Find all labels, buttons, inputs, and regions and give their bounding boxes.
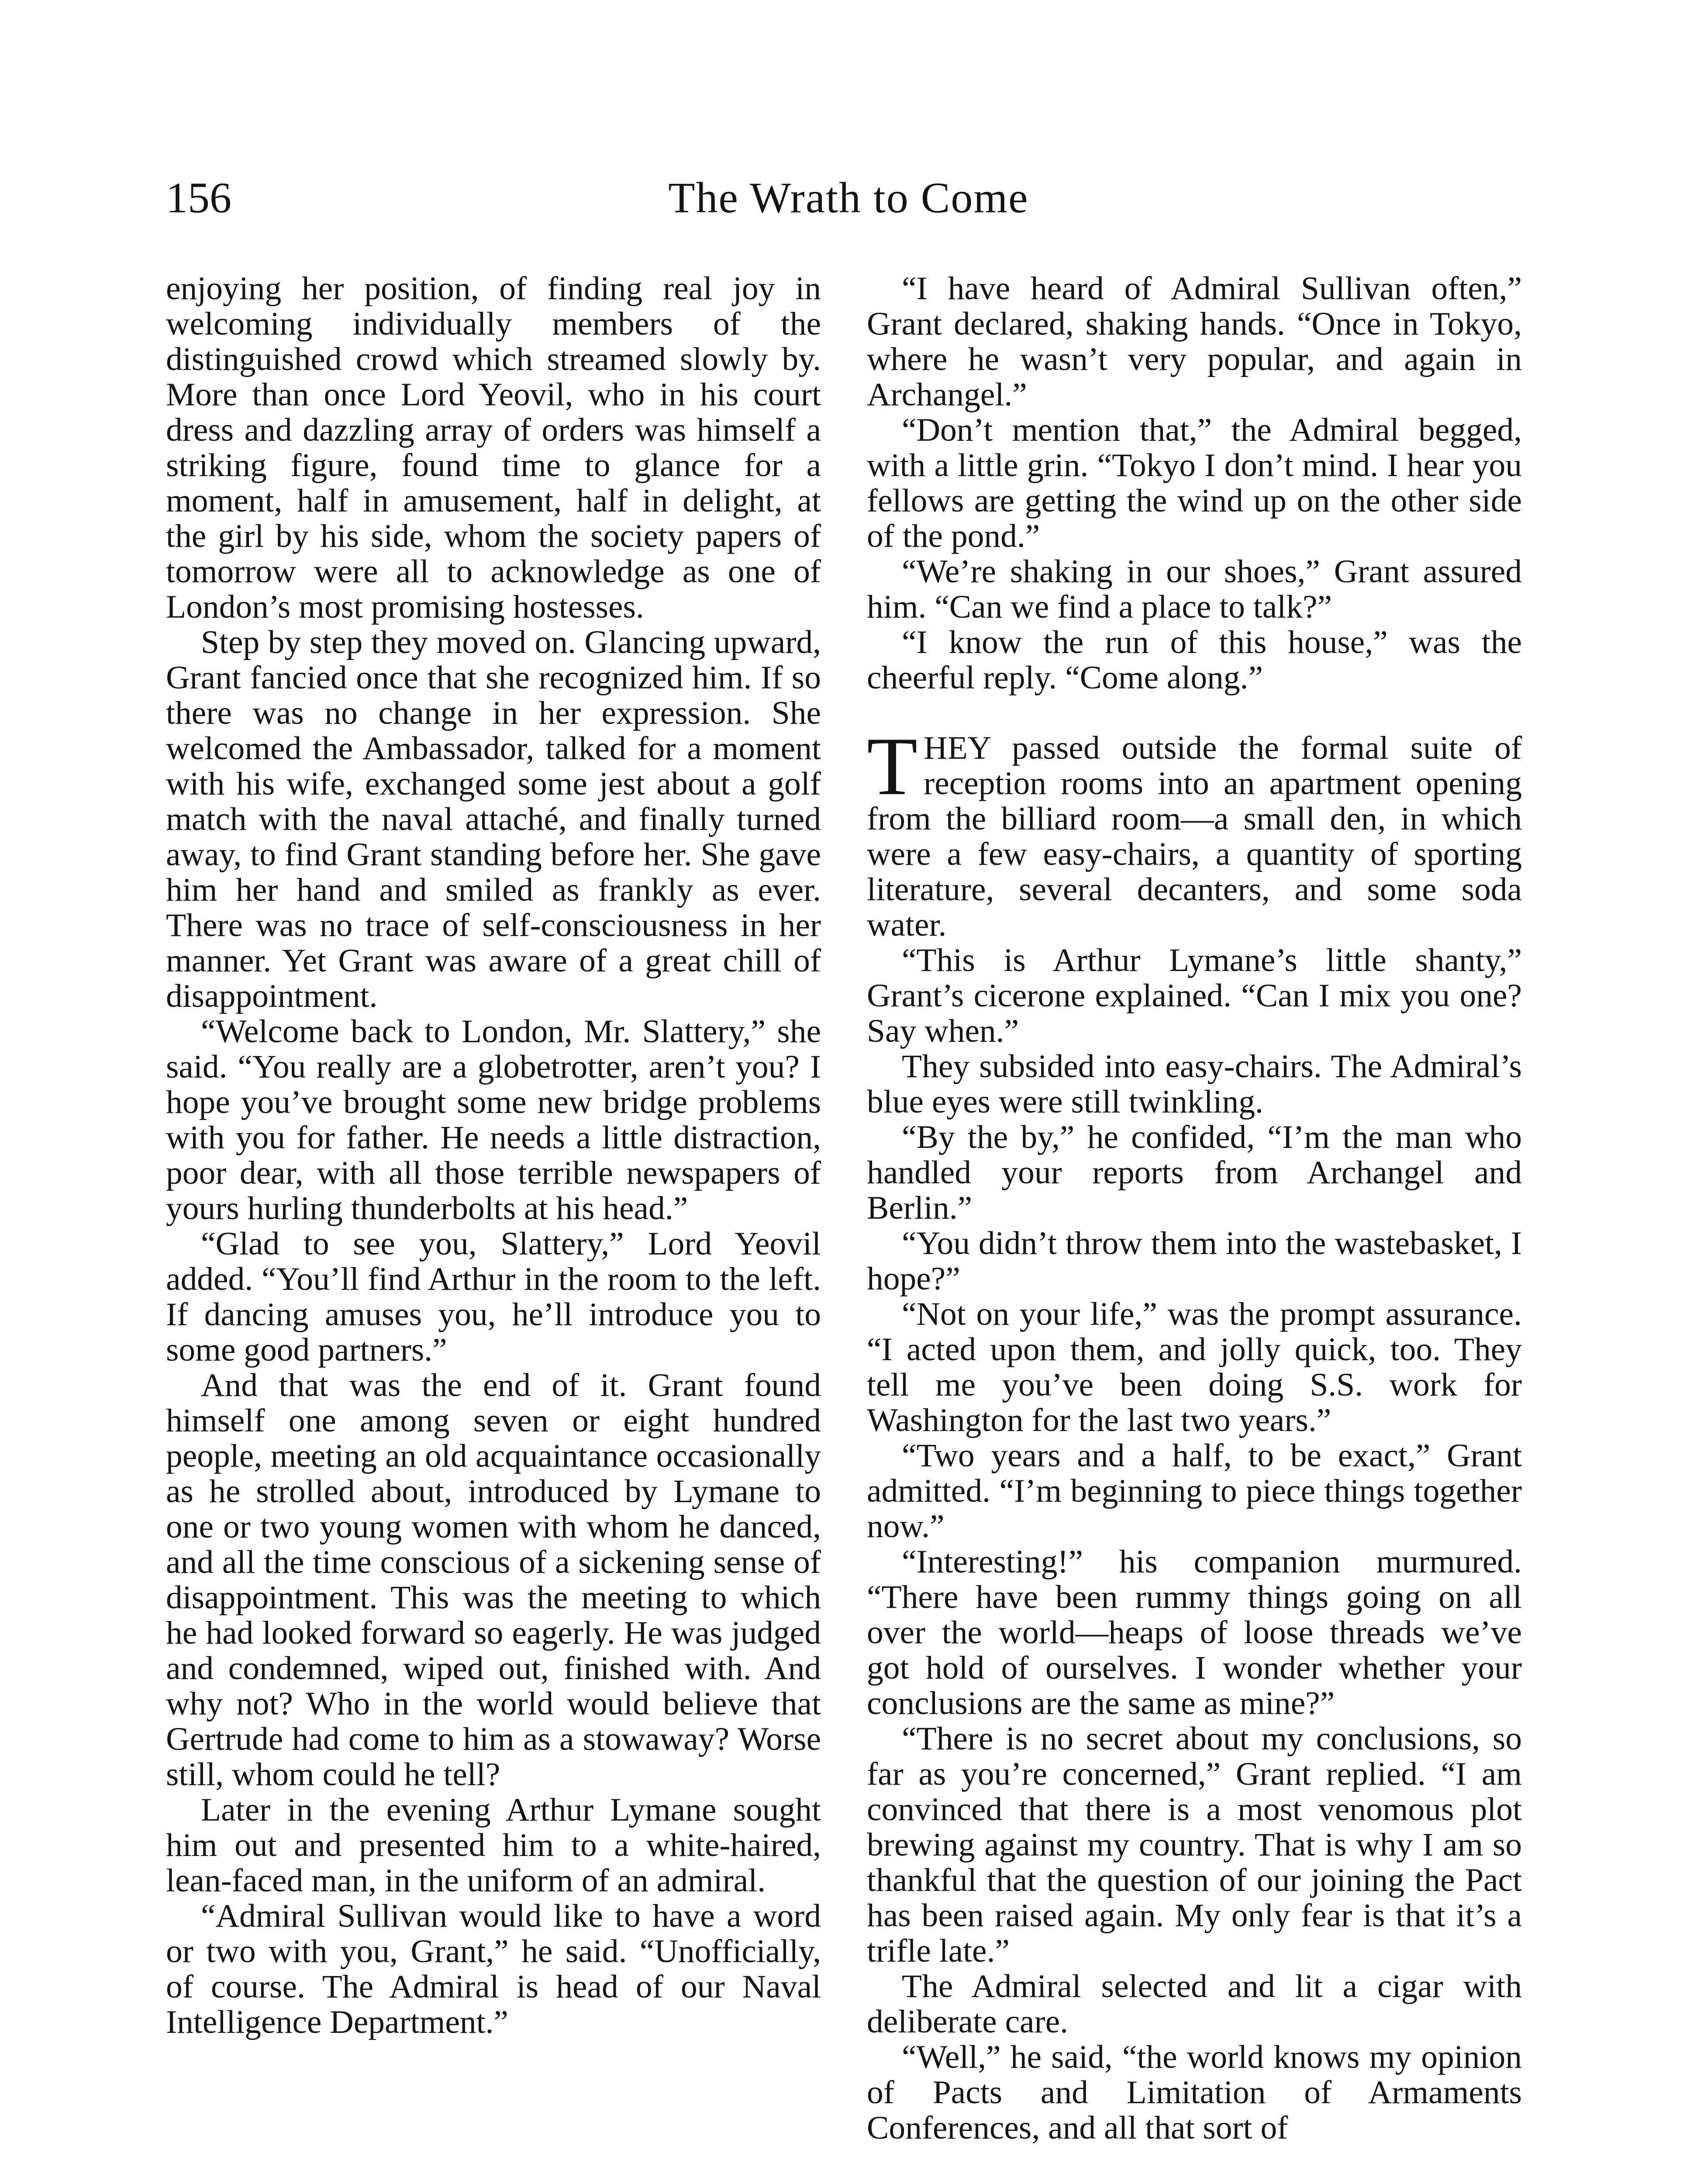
paragraph: “We’re shaking in our shoes,” Grant assured him. “Can we find a place to talk?” (867, 553, 1522, 625)
paragraph: “Not on your life,” was the prompt assurance. “I acted upon them, and jolly quick, too. They tell me you’ve been doing S.S. work for Washington for the last two years.” (867, 1296, 1522, 1438)
paragraph: Step by step they moved on. Glancing upward, Grant fancied once that she recognized him. If so there was no change in her expression. She welcomed the Ambassador, talked for a moment with his wife, exchanged some jest about a golf match with the naval attaché, and finally turned away, to find Grant standing before her. She gave him her hand and smiled as frankly as ever. There was no trace of self-consciousness in her manner. Yet Grant was aware of a great chill of disappointment. (166, 624, 821, 1014)
page-header (0, 173, 1697, 225)
running-title: The Wrath to Come (668, 173, 1029, 222)
right-column (867, 271, 1522, 2146)
paragraph: “Interesting!” his companion murmured. “There have been rummy things going on all over the world—heaps of loose threads we’ve got hold of ourselves. I wonder whether your conclusions are the same as mine?” (867, 1544, 1522, 1721)
paragraph: “Don’t mention that,” the Admiral begged, with a little grin. “Tokyo I don’t mind. I hear you fellows are getting the wind up on the other side of the pond.” (867, 412, 1522, 554)
drop-cap: T (867, 721, 918, 812)
paragraph: “You didn’t throw them into the wastebasket, I hope?” (867, 1225, 1522, 1297)
paragraph: enjoying her position, of finding real joy in welcoming individually members of the distinguished crowd which streamed slowly by. More than once Lord Yeovil, who in his court dress and dazzling array of orders was himself a striking figure, found time to glance for a moment, half in amusement, half in delight, at the girl by his side, whom the society papers of tomorrow were all to acknowledge as one of London’s most promising hostesses. (166, 270, 821, 625)
paragraph: They subsided into easy-chairs. The Admiral’s blue eyes were still twinkling. (867, 1048, 1522, 1120)
paragraph: Later in the evening Arthur Lymane sought him out and presented him to a white-haired, lean-faced man, in the uniform of an admiral. (166, 1792, 821, 1899)
section-opening-paragraph (867, 721, 1522, 943)
paragraph: “Two years and a half, to be exact,” Grant admitted. “I’m beginning to piece things together now.” (867, 1438, 1522, 1545)
paragraph: And that was the end of it. Grant found himself one among seven or eight hundred people, meeting an old acquaintance occasionally as he strolled about, introduced by Lymane to one or two young women with whom he danced, and all the time conscious of a sickening sense of disappointment. This was the meeting to which he had looked forward so eagerly. He was judged and condemned, wiped out, finished with. And why not? Who in the world would believe that Gertrude had come to him as a stowaway? Worse still, whom could he tell? (166, 1367, 821, 1793)
paragraph: “I know the run of this house,” was the cheerful reply. “Come along.” (867, 624, 1522, 696)
paragraph: “Glad to see you, Slattery,” Lord Yeovil added. “You’ll find Arthur in the room to the left. If dancing amuses you, he’ll introduce you to some good partners.” (166, 1226, 821, 1368)
left-column (166, 271, 821, 2040)
paragraph: “By the by,” he confided, “I’m the man who handled your reports from Archangel and Berlin.” (867, 1119, 1522, 1226)
paragraph: “There is no secret about my conclusions, so far as you’re concerned,” Grant replied. “I am convinced that there is a most venomous plot brewing against my country. That is why I am so thankful that the question of our joining the Pact has been raised again. My only fear is that it’s a trifle late.” (867, 1721, 1522, 1969)
paragraph: “Admiral Sullivan would like to have a word or two with you, Grant,” he said. “Unofficially, of course. The Admiral is head of our Naval Intelligence Department.” (166, 1898, 821, 2040)
paragraph: “Well,” he said, “the world knows my opinion of Pacts and Limitation of Armaments Conferences, and all that sort of (867, 2039, 1522, 2146)
section-opening-text: HEY passed outside the formal suite of reception rooms into an apartment opening from the billiard room—a small den, in which were a few easy-chairs, a quantity of sporting literature, several decanters, and some soda water. (867, 730, 1522, 943)
paragraph: “This is Arthur Lymane’s little shanty,” Grant’s cicerone explained. “Can I mix you one? Say when.” (867, 942, 1522, 1049)
paragraph: “I have heard of Admiral Sullivan often,” Grant declared, shaking hands. “Once in Tokyo, where he wasn’t very popular, and again in Archangel.” (867, 270, 1522, 413)
paragraph: “Welcome back to London, Mr. Slattery,” she said. “You really are a globetrotter, aren’t you? I hope you’ve brought some new bridge problems with you for father. He needs a little distraction, poor dear, with all those terrible newspapers of yours hurling thunderbolts at his head.” (166, 1013, 821, 1227)
page-number: 156 (166, 173, 231, 222)
paragraph: The Admiral selected and lit a cigar with deliberate care. (867, 1968, 1522, 2040)
